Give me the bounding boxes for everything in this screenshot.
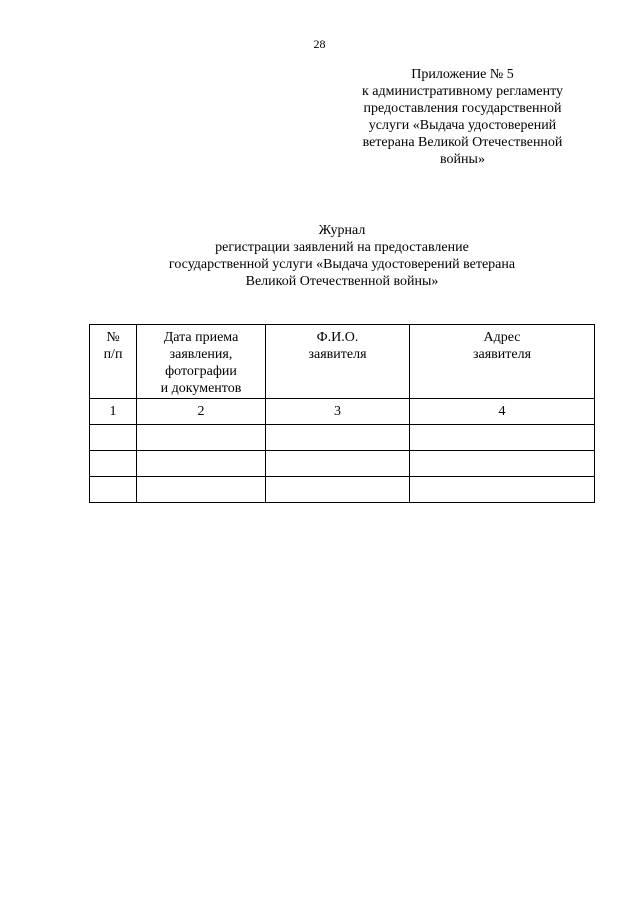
journal-title-line: регистрации заявлений на предоставление <box>215 240 469 255</box>
table-row <box>90 425 595 451</box>
table-cell <box>137 425 266 451</box>
registration-table <box>89 324 595 503</box>
appendix-line: предоставления государственной <box>363 101 562 116</box>
appendix-line: к административному регламенту <box>361 84 564 99</box>
table-cell: 2 <box>137 399 266 425</box>
table-cell: 4 <box>410 399 595 425</box>
journal-title <box>90 222 594 290</box>
appendix-line: услуги «Выдача удостоверений <box>368 118 557 133</box>
table-cell <box>266 477 410 503</box>
page-number: 28 <box>313 37 326 51</box>
journal-title-line: Великой Отечественной войны» <box>245 274 439 289</box>
table-cell <box>410 451 595 477</box>
journal-title-line: государственной услуги «Выдача удостоверений ветерана <box>168 257 516 272</box>
table-cell <box>137 477 266 503</box>
journal-title-line: Журнал <box>318 223 366 238</box>
header-name: Ф.И.О. заявителя <box>266 325 410 399</box>
numbering-row <box>90 399 595 425</box>
table-cell: 3 <box>266 399 410 425</box>
appendix-line: войны» <box>440 152 485 167</box>
table-cell: 1 <box>90 399 137 425</box>
header-number: № п/п <box>90 325 137 399</box>
table-row <box>90 451 595 477</box>
table-cell <box>266 425 410 451</box>
table-cell <box>137 451 266 477</box>
appendix-line: ветерана Великой Отечественной <box>362 135 563 150</box>
table-cell <box>90 451 137 477</box>
appendix-header <box>340 66 585 168</box>
table-cell <box>410 477 595 503</box>
table-cell <box>90 477 137 503</box>
header-address: Адрес заявителя <box>410 325 595 399</box>
table-cell <box>410 425 595 451</box>
header-date: Дата приема заявления, фотографии и документов <box>137 325 266 399</box>
table-header-row <box>90 325 595 399</box>
table-row <box>90 477 595 503</box>
appendix-line: Приложение № 5 <box>411 67 514 82</box>
table-cell <box>266 451 410 477</box>
table-cell <box>90 425 137 451</box>
